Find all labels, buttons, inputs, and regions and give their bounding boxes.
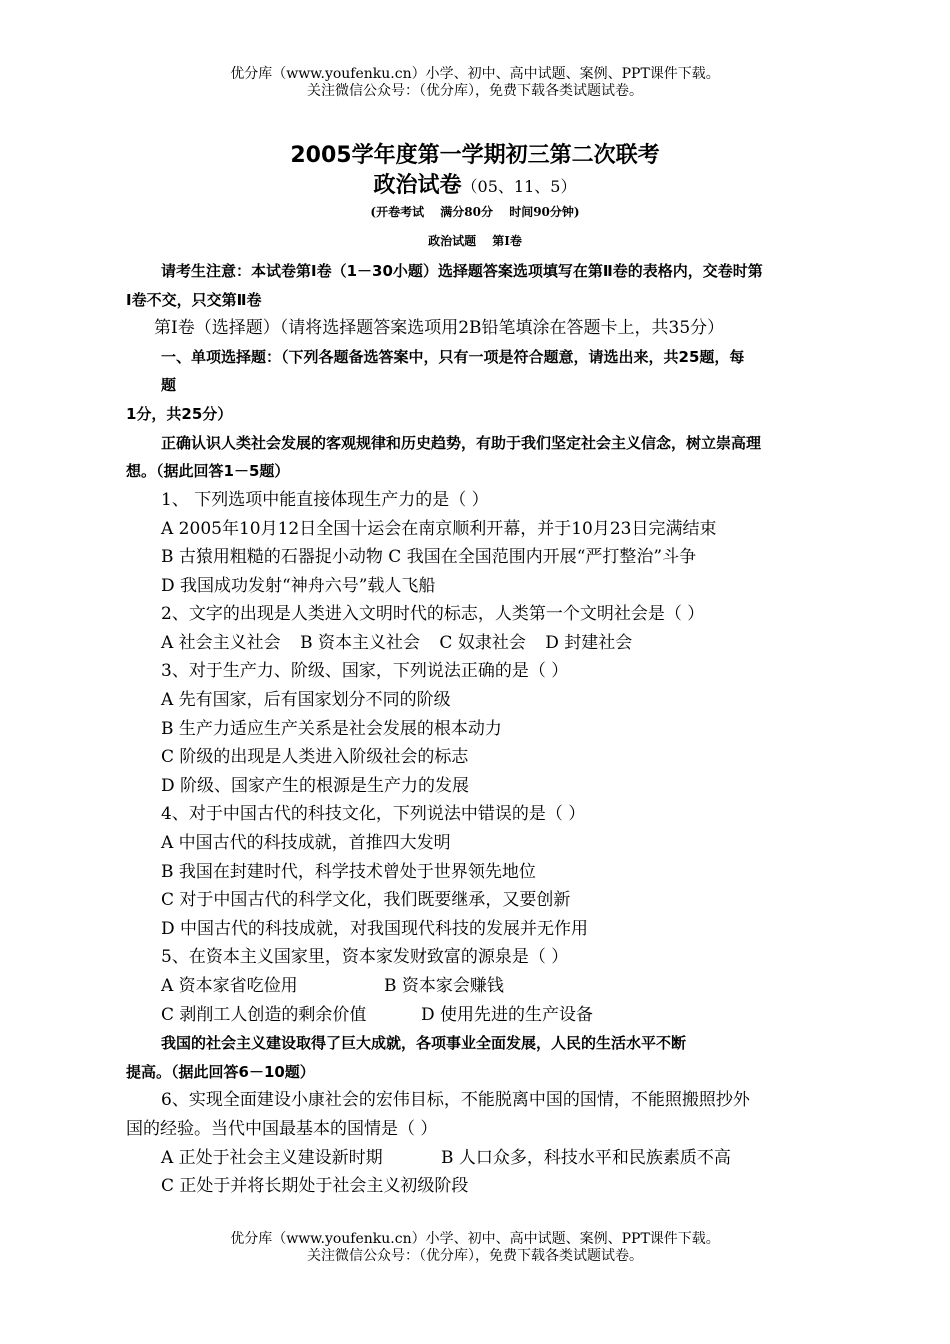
q3-option-a: A 先有国家，后有国家划分不同的阶级 bbox=[161, 690, 451, 710]
q6-stem-line-1: 6、实现全面建设小康社会的宏伟目标，不能脱离中国的国情，不能照搬照抄外 bbox=[161, 1090, 750, 1110]
exam-subtitle bbox=[0, 172, 950, 201]
q4-stem: 4、对于中国古代的科技文化，下列说法中错误的是（ ） bbox=[161, 804, 586, 824]
q3-option-b: B 生产力适应生产关系是社会发展的根本动力 bbox=[161, 719, 502, 739]
paper-subject: 政治试题 bbox=[428, 234, 477, 248]
q6-option-b: B 人口众多，科技水平和民族素质不高 bbox=[441, 1148, 731, 1168]
q2-option-c: C 奴隶社会 bbox=[439, 633, 526, 653]
q5-option-a: A 资本家省吃俭用 bbox=[161, 976, 298, 996]
q1-option-bc: B 古猿用粗糙的石器捉小动物 C 我国在全国范围内开展“严打整治”斗争 bbox=[161, 547, 697, 567]
q6-option-c: C 正处于并将长期处于社会主义初级阶段 bbox=[161, 1176, 469, 1196]
exam-time: 时间90分钟) bbox=[509, 205, 580, 219]
section-heading: 第Ⅰ卷（选择题）（请将选择题答案选项用2B铅笔填涂在答题卡上，共35分） bbox=[154, 318, 725, 338]
q3-option-c: C 阶级的出现是人类进入阶级社会的标志 bbox=[161, 747, 469, 767]
paper-volume: 第Ⅰ卷 bbox=[492, 234, 522, 248]
exam-info bbox=[0, 203, 950, 221]
exam-mode: (开卷考试 bbox=[370, 205, 425, 219]
q5-option-d: D 使用先进的生产设备 bbox=[421, 1005, 594, 1025]
intro2-line-2: 提高。（据此回答6－10题） bbox=[126, 1063, 315, 1081]
q1-stem: 1、 下列选项中能直接体现生产力的是（ ） bbox=[161, 490, 489, 510]
q6-stem-line-2: 国的经验。当代中国最基本的国情是（ ） bbox=[126, 1119, 438, 1139]
notice-line-1: 请考生注意：本试卷第Ⅰ卷（1－30小题）选择题答案选项填写在第Ⅱ卷的表格内，交卷时第 bbox=[161, 262, 763, 280]
q2-option-b: B 资本主义社会 bbox=[300, 633, 420, 653]
q3-stem: 3、对于生产力、阶级、国家，下列说法正确的是（ ） bbox=[161, 661, 569, 681]
intro1-line-2: 想。（据此回答1－5题） bbox=[126, 462, 290, 480]
q1-option-a: A 2005年10月12日全国十运会在南京顺利开幕，并于10月23日完满结束 bbox=[161, 519, 717, 539]
q4-option-c: C 对于中国古代的科学文化，我们既要继承，又要创新 bbox=[161, 890, 571, 910]
q5-option-b: B 资本家会赚钱 bbox=[384, 976, 504, 996]
q5-stem: 5、在资本主义国家里，资本家发财致富的源泉是（ ） bbox=[161, 947, 569, 967]
page-header bbox=[0, 66, 950, 100]
q2-stem: 2、文字的出现是人类进入文明时代的标志，人类第一个文明社会是（ ） bbox=[161, 604, 705, 624]
part-heading-line-1: 一、单项选择题：（下列各题备选答案中，只有一项是符合题意，请选出来，共25题，每 bbox=[161, 348, 745, 366]
q3-option-d: D 阶级、国家产生的根源是生产力的发展 bbox=[161, 776, 470, 796]
q4-option-d: D 中国古代的科技成就，对我国现代科技的发展并无作用 bbox=[161, 919, 589, 939]
q2-option-a: A 社会主义社会 bbox=[161, 633, 281, 653]
exam-subject: 政治试卷 bbox=[373, 173, 462, 198]
page-footer bbox=[0, 1231, 950, 1265]
footer-line-1: 优分库（www.youfenku.cn）小学、初中、高中试题、案例、PPT课件下载。 bbox=[230, 1231, 720, 1247]
q4-option-a: A 中国古代的科技成就，首推四大发明 bbox=[161, 833, 451, 853]
paper-heading bbox=[0, 232, 950, 250]
q5-option-c: C 剥削工人创造的剩余价值 bbox=[161, 1005, 367, 1025]
q1-option-d: D 我国成功发射“神舟六号”载人飞船 bbox=[161, 576, 436, 596]
intro2-line-1: 我国的社会主义建设取得了巨大成就，各项事业全面发展，人民的生活水平不断 bbox=[161, 1034, 687, 1052]
header-line-2: 关注微信公众号：（优分库），免费下载各类试题试卷。 bbox=[307, 83, 643, 99]
footer-line-2: 关注微信公众号：（优分库），免费下载各类试题试卷。 bbox=[307, 1248, 643, 1264]
header-line-1: 优分库（www.youfenku.cn）小学、初中、高中试题、案例、PPT课件下载。 bbox=[230, 66, 720, 82]
part-heading-line-3: 1分，共25分） bbox=[126, 405, 233, 423]
intro1-line-1: 正确认识人类社会发展的客观规律和历史趋势，有助于我们坚定社会主义信念，树立崇高理 bbox=[161, 434, 762, 452]
part-heading-line-2: 题 bbox=[161, 376, 177, 394]
exam-score: 满分80分 bbox=[440, 205, 493, 219]
exam-title: 2005学年度第一学期初三第二次联考 bbox=[290, 143, 660, 168]
q6-option-a: A 正处于社会主义建设新时期 bbox=[161, 1148, 383, 1168]
q2-options bbox=[161, 629, 632, 657]
q2-option-d: D 封建社会 bbox=[545, 633, 633, 653]
q4-option-b: B 我国在封建时代，科学技术曾处于世界领先地位 bbox=[161, 862, 536, 882]
notice-line-2: Ⅰ卷不交，只交第Ⅱ卷 bbox=[126, 291, 262, 309]
exam-date: （05、11、5） bbox=[461, 177, 577, 196]
